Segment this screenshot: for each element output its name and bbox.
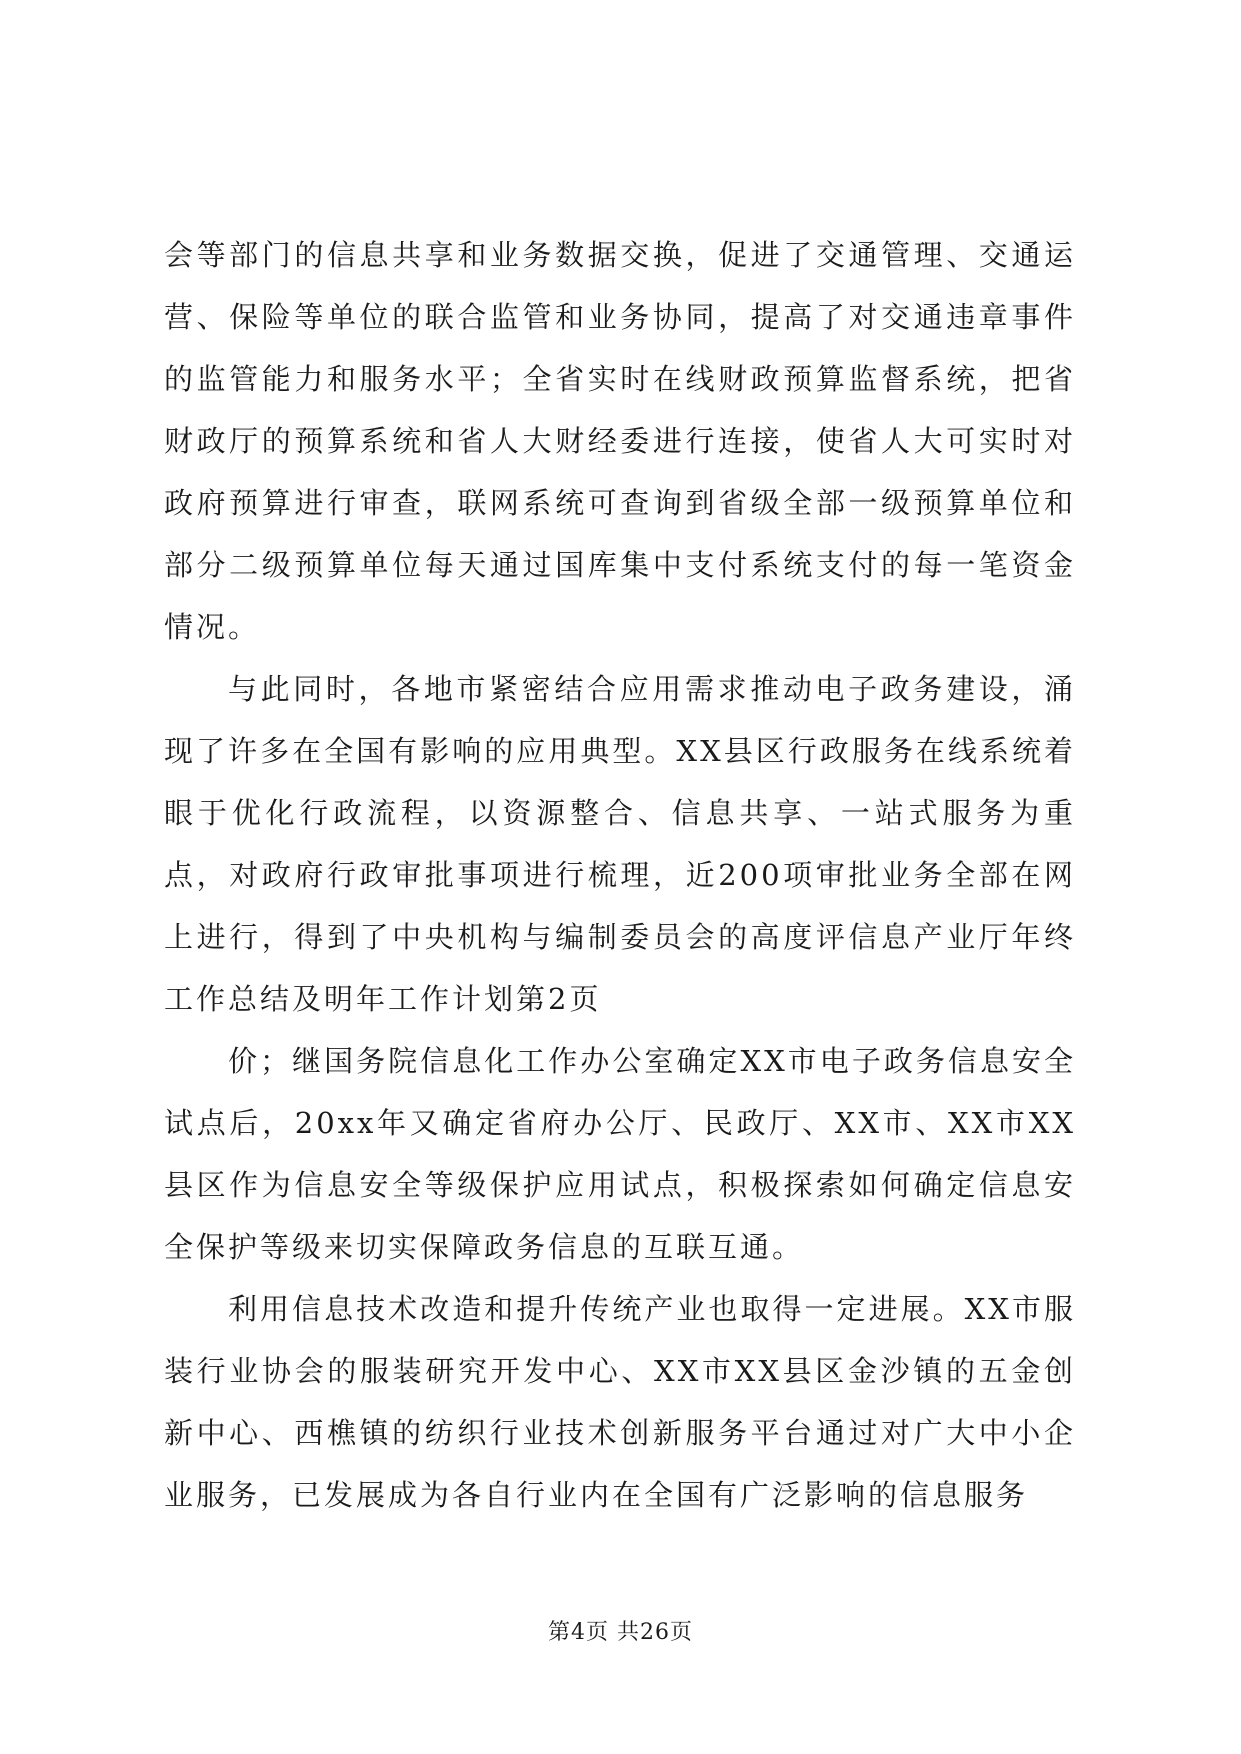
document-body	[164, 224, 1076, 1526]
page-number-footer: 第4页 共26页	[548, 1620, 693, 1645]
paragraph: 价；继国务院信息化工作办公室确定XX市电子政务信息安全试点后，20xx年又确定省府办公厅、民政厅、XX市、XX市XX县区作为信息安全等级保护应用试点，积极探索如何确定信息安全保护等级来切实保障政务信息的互联互通。	[164, 1044, 1076, 1264]
paragraph-continuation: 会等部门的信息共享和业务数据交换，促进了交通管理、交通运营、保险等单位的联合监管和业务协同，提高了对交通违章事件的监管能力和服务水平；全省实时在线财政预算监督系统，把省财政厅的预算系统和省人大财经委进行连接，使省人大可实时对政府预算进行审查，联网系统可查询到省级全部一级预算单位和部分二级预算单位每天通过国库集中支付系统支付的每一笔资金情况。	[164, 238, 1076, 644]
paragraph: 利用信息技术改造和提升传统产业也取得一定进展。XX市服装行业协会的服装研究开发中心、XX市XX县区金沙镇的五金创新中心、西樵镇的纺织行业技术创新服务平台通过对广大中小企业服务，已发展成为各自行业内在全国有广泛影响的信息服务	[164, 1292, 1076, 1512]
paragraph: 与此同时，各地市紧密结合应用需求推动电子政务建设，涌现了许多在全国有影响的应用典型。XX县区行政服务在线系统着眼于优化行政流程，以资源整合、信息共享、一站式服务为重点，对政府行政审批事项进行梳理，近200项审批业务全部在网上进行，得到了中央机构与编制委员会的高度评信息产业厅年终工作总结及明年工作计划第2页	[164, 672, 1076, 1016]
